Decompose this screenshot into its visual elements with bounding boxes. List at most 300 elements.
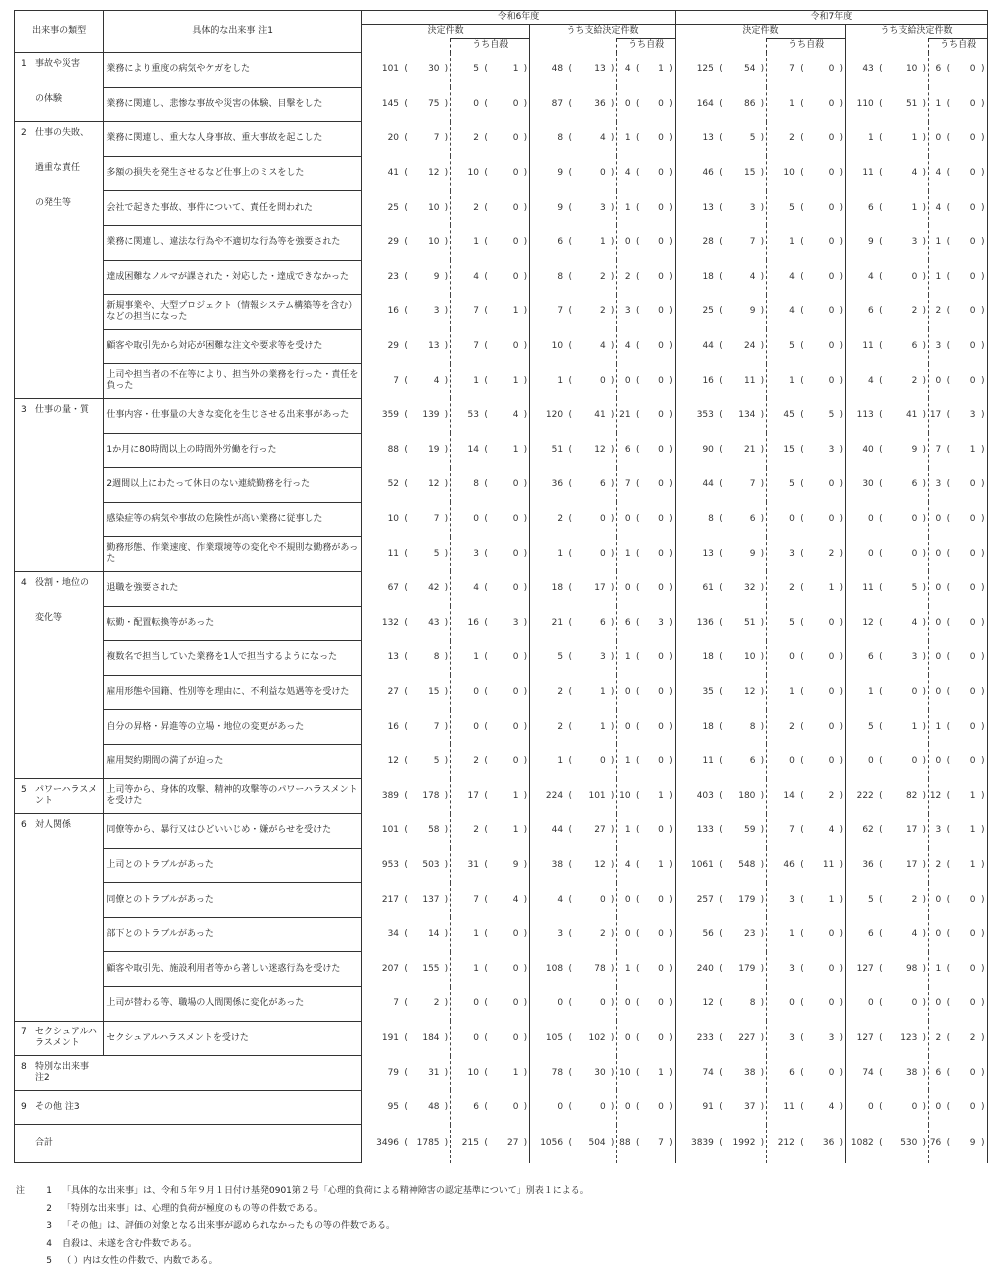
paren-open: ( xyxy=(635,514,640,525)
count-total: 1 xyxy=(530,744,566,779)
count-total: 0 xyxy=(617,1090,634,1125)
event-cell: 業務に関連し、悲惨な事故や災害の体験、目撃をした xyxy=(104,87,362,122)
paren-open: ( xyxy=(404,202,408,213)
paren-open: ( xyxy=(484,1067,488,1078)
count-total: 11 xyxy=(846,571,877,606)
paren-close: ) xyxy=(979,191,988,226)
paren-close: ) xyxy=(444,617,449,628)
event-cell: 同僚とのトラブルがあった xyxy=(104,883,362,918)
count-female: 4 xyxy=(828,825,835,836)
paren-close: ) xyxy=(444,375,449,386)
paren-open: ( xyxy=(635,652,640,663)
count-female: 0 xyxy=(911,756,918,767)
paren-open: ( xyxy=(404,237,408,248)
paren-open: ( xyxy=(484,341,488,352)
paren-open: ( xyxy=(800,859,804,870)
count-female: 48 xyxy=(428,1102,440,1113)
paren-open: ( xyxy=(879,686,883,697)
event-cell: 多額の損失を発生させるなど仕事上のミスをした xyxy=(104,156,362,191)
count-female: 0 xyxy=(969,237,976,248)
paren-close: ) xyxy=(669,98,673,109)
paren-open: ( xyxy=(635,168,640,179)
count-female: 0 xyxy=(969,583,976,594)
count-total: 76 xyxy=(929,1125,945,1163)
paren-open: ( xyxy=(879,1032,883,1043)
paren-close: ) xyxy=(669,548,673,559)
table-row xyxy=(15,571,988,606)
paren-close: ) xyxy=(760,1138,765,1149)
count-female: 0 xyxy=(512,237,519,248)
count-female: 0 xyxy=(911,998,918,1009)
paren-close: ) xyxy=(610,1067,615,1078)
paren-close: ) xyxy=(760,894,765,905)
paren-close: ) xyxy=(979,641,988,676)
count-female: 2 xyxy=(433,998,440,1009)
paren-open: ( xyxy=(635,756,640,767)
paren-open: ( xyxy=(404,859,408,870)
count-female: 0 xyxy=(658,202,664,213)
count-total: 12 xyxy=(675,987,717,1022)
count-total: 222 xyxy=(846,779,877,814)
table-row xyxy=(15,191,988,226)
category-number: 6 xyxy=(21,820,27,831)
count-total: 0 xyxy=(846,1090,877,1125)
paren-open: ( xyxy=(404,271,408,282)
header-category: 出来事の類型 xyxy=(15,11,104,53)
paren-close: ) xyxy=(922,929,927,940)
count-female: 0 xyxy=(828,306,835,317)
count-total: 46 xyxy=(675,156,717,191)
count-total: 1 xyxy=(846,122,877,157)
paren-open: ( xyxy=(879,237,883,248)
paren-open: ( xyxy=(635,1067,640,1078)
count-female: 51 xyxy=(905,98,918,109)
count-female: 9 xyxy=(749,306,756,317)
count-total: 78 xyxy=(530,1056,566,1091)
paren-close: ) xyxy=(922,894,927,905)
paren-close: ) xyxy=(922,98,927,109)
paren-open: ( xyxy=(635,237,640,248)
paren-close: ) xyxy=(669,583,673,594)
paren-close: ) xyxy=(444,341,449,352)
count-female: 0 xyxy=(658,410,664,421)
category-cell xyxy=(15,814,104,1022)
paren-open: ( xyxy=(484,825,488,836)
header-event: 具体的な出来事 注1 xyxy=(104,11,362,53)
paren-close: ) xyxy=(922,756,927,767)
count-total: 3 xyxy=(929,814,945,849)
count-total: 0 xyxy=(451,710,482,745)
footnote-text: 自殺は、未遂を含む件数である。 xyxy=(62,1238,198,1249)
paren-close: ) xyxy=(839,306,843,317)
paren-close: ) xyxy=(610,583,615,594)
paren-close: ) xyxy=(523,894,528,905)
paren-close: ) xyxy=(979,398,988,433)
paren-open: ( xyxy=(568,444,572,455)
event-cell: 業務に関連し、重大な人身事故、重大事故を起こした xyxy=(104,122,362,157)
paren-close: ) xyxy=(523,237,528,248)
paren-open: ( xyxy=(404,1032,408,1043)
count-total: 4 xyxy=(617,329,634,364)
paren-open: ( xyxy=(946,306,951,317)
paren-close: ) xyxy=(523,548,528,559)
count-total: 0 xyxy=(767,502,798,537)
count-total: 3 xyxy=(767,952,798,987)
paren-close: ) xyxy=(760,1067,765,1078)
count-female: 0 xyxy=(828,271,835,282)
count-female: 9 xyxy=(433,271,440,282)
paren-open: ( xyxy=(946,929,951,940)
event-cell: 雇用契約期間の満了が迫った xyxy=(104,744,362,779)
paren-open: ( xyxy=(484,894,488,905)
paren-close: ) xyxy=(979,987,988,1022)
paren-close: ) xyxy=(669,998,673,1009)
paren-close: ) xyxy=(760,963,765,974)
paren-close: ) xyxy=(523,341,528,352)
count-total: 2 xyxy=(530,502,566,537)
count-female: 38 xyxy=(743,1067,756,1078)
count-total: 207 xyxy=(362,952,403,987)
paren-open: ( xyxy=(635,444,640,455)
count-total: 35 xyxy=(675,675,717,710)
count-total: 1 xyxy=(617,122,634,157)
count-total: 10 xyxy=(362,502,403,537)
count-total: 7 xyxy=(530,295,566,330)
paren-open: ( xyxy=(568,859,572,870)
count-total: 40 xyxy=(846,433,877,468)
paren-open: ( xyxy=(484,929,488,940)
paren-open: ( xyxy=(946,963,951,974)
count-female: 43 xyxy=(428,617,440,628)
category-label: 事故や災害 xyxy=(35,59,81,69)
paren-close: ) xyxy=(979,744,988,779)
count-female: 180 xyxy=(738,790,756,801)
count-total: 359 xyxy=(362,398,403,433)
count-female: 6 xyxy=(749,514,756,525)
paren-close: ) xyxy=(610,514,615,525)
event-cell: 1か月に80時間以上の時間外労働を行った xyxy=(104,433,362,468)
count-total: 95 xyxy=(362,1090,403,1125)
event-cell: 顧客や取引先、施設利用者等から著しい迷惑行為を受けた xyxy=(104,952,362,987)
paren-close: ) xyxy=(444,64,449,75)
paren-close: ) xyxy=(839,548,843,559)
paren-open: ( xyxy=(879,894,883,905)
count-female: 13 xyxy=(594,64,606,75)
count-total: 12 xyxy=(362,744,403,779)
count-total: 4 xyxy=(617,848,634,883)
count-female: 1 xyxy=(512,825,519,836)
paren-close: ) xyxy=(922,410,927,421)
count-female: 179 xyxy=(738,963,756,974)
paren-open: ( xyxy=(568,1032,572,1043)
paren-close: ) xyxy=(669,271,673,282)
category-label: パワーハラスメント xyxy=(35,785,98,807)
paren-open: ( xyxy=(800,548,804,559)
paren-close: ) xyxy=(760,410,765,421)
paren-open: ( xyxy=(719,790,723,801)
paren-close: ) xyxy=(839,583,843,594)
category-label: 合計 xyxy=(35,1138,54,1149)
count-female: 0 xyxy=(969,202,976,213)
count-female: 5 xyxy=(911,583,918,594)
paren-close: ) xyxy=(523,271,528,282)
paren-open: ( xyxy=(568,202,572,213)
count-female: 1 xyxy=(911,202,918,213)
paren-open: ( xyxy=(635,825,640,836)
count-total: 7 xyxy=(617,468,634,503)
paren-open: ( xyxy=(568,375,572,386)
category-cell xyxy=(15,398,104,571)
paren-open: ( xyxy=(568,133,572,144)
count-total: 8 xyxy=(451,468,482,503)
paren-open: ( xyxy=(946,652,951,663)
count-female: 1992 xyxy=(732,1138,756,1149)
count-female: 0 xyxy=(658,479,664,490)
paren-open: ( xyxy=(719,1102,723,1113)
count-female: 2 xyxy=(911,375,918,386)
count-total: 110 xyxy=(846,87,877,122)
paren-open: ( xyxy=(404,825,408,836)
paren-close: ) xyxy=(760,1102,765,1113)
count-total: 0 xyxy=(451,675,482,710)
count-total: 108 xyxy=(530,952,566,987)
paren-open: ( xyxy=(800,410,804,421)
paren-open: ( xyxy=(719,1032,723,1043)
count-total: 120 xyxy=(530,398,566,433)
paren-close: ) xyxy=(610,237,615,248)
paren-open: ( xyxy=(484,98,488,109)
count-female: 12 xyxy=(594,444,606,455)
count-female: 1 xyxy=(969,859,976,870)
paren-close: ) xyxy=(523,306,528,317)
count-female: 0 xyxy=(658,686,664,697)
paren-open: ( xyxy=(635,963,640,974)
count-total: 1 xyxy=(451,917,482,952)
count-female: 1785 xyxy=(416,1138,440,1149)
footnote-mark xyxy=(16,1201,36,1219)
count-female: 0 xyxy=(512,756,519,767)
paren-close: ) xyxy=(444,168,449,179)
paren-close: ) xyxy=(760,479,765,490)
count-total: 1 xyxy=(929,710,945,745)
count-female: 1 xyxy=(512,375,519,386)
count-total: 3 xyxy=(451,537,482,572)
count-total: 3 xyxy=(929,329,945,364)
paren-open: ( xyxy=(635,686,640,697)
paren-open: ( xyxy=(946,444,951,455)
paren-open: ( xyxy=(484,375,488,386)
count-total: 0 xyxy=(530,987,566,1022)
paren-close: ) xyxy=(444,202,449,213)
paren-close: ) xyxy=(523,1102,528,1113)
count-total: 0 xyxy=(451,502,482,537)
count-total: 53 xyxy=(451,398,482,433)
count-total: 2 xyxy=(767,122,798,157)
table-row xyxy=(15,53,988,88)
paren-open: ( xyxy=(719,237,723,248)
paren-close: ) xyxy=(523,64,528,75)
table-row xyxy=(15,1056,988,1091)
paren-open: ( xyxy=(719,825,723,836)
count-total: 13 xyxy=(675,122,717,157)
paren-close: ) xyxy=(444,583,449,594)
paren-open: ( xyxy=(719,617,723,628)
count-female: 504 xyxy=(588,1138,606,1149)
count-female: 86 xyxy=(743,98,756,109)
footnote-number: 3 xyxy=(46,1221,52,1231)
paren-close: ) xyxy=(669,375,673,386)
table-row xyxy=(15,398,988,433)
category-cell xyxy=(15,1125,362,1163)
paren-open: ( xyxy=(719,686,723,697)
count-total: 28 xyxy=(675,225,717,260)
count-total: 1 xyxy=(617,744,634,779)
paren-close: ) xyxy=(979,675,988,710)
paren-close: ) xyxy=(523,929,528,940)
paren-open: ( xyxy=(879,617,883,628)
count-female: 139 xyxy=(422,410,440,421)
paren-close: ) xyxy=(922,133,927,144)
paren-open: ( xyxy=(719,479,723,490)
paren-close: ) xyxy=(760,306,765,317)
paren-close: ) xyxy=(610,306,615,317)
paren-close: ) xyxy=(839,133,843,144)
count-female: 9 xyxy=(911,444,918,455)
count-female: 1 xyxy=(911,133,918,144)
paren-open: ( xyxy=(879,64,883,75)
paren-open: ( xyxy=(568,894,572,905)
count-female: 101 xyxy=(588,790,606,801)
paren-close: ) xyxy=(610,1138,615,1149)
footnote-mark: 注 xyxy=(16,1186,26,1196)
paren-close: ) xyxy=(979,87,988,122)
paren-close: ) xyxy=(922,859,927,870)
count-female: 0 xyxy=(969,64,976,75)
footnote-item xyxy=(16,1201,986,1219)
count-total: 2 xyxy=(617,260,634,295)
count-total: 0 xyxy=(617,1021,634,1056)
paren-open: ( xyxy=(946,894,951,905)
count-total: 13 xyxy=(362,641,403,676)
paren-open: ( xyxy=(484,963,488,974)
paren-close: ) xyxy=(669,1032,673,1043)
paren-close: ) xyxy=(760,444,765,455)
count-total: 0 xyxy=(846,987,877,1022)
count-total: 18 xyxy=(675,710,717,745)
count-female: 0 xyxy=(658,514,664,525)
paren-close: ) xyxy=(922,341,927,352)
table-row xyxy=(15,848,988,883)
paren-open: ( xyxy=(800,133,804,144)
count-female: 0 xyxy=(828,963,835,974)
paren-open: ( xyxy=(568,98,572,109)
event-cell: 自分の昇格・昇進等の立場・地位の変更があった xyxy=(104,710,362,745)
count-female: 2 xyxy=(599,271,606,282)
footnote-text: （ ）内は女性の件数で、内数である。 xyxy=(62,1256,218,1266)
paren-open: ( xyxy=(946,617,951,628)
count-female: 0 xyxy=(828,686,835,697)
paren-open: ( xyxy=(484,64,488,75)
paren-open: ( xyxy=(484,202,488,213)
paren-open: ( xyxy=(879,133,883,144)
paren-close: ) xyxy=(760,341,765,352)
table-row xyxy=(15,433,988,468)
paren-close: ) xyxy=(839,1138,843,1149)
paren-open: ( xyxy=(800,479,804,490)
paren-open: ( xyxy=(879,341,883,352)
paren-open: ( xyxy=(484,548,488,559)
paren-close: ) xyxy=(523,583,528,594)
paren-open: ( xyxy=(800,583,804,594)
paren-open: ( xyxy=(635,306,640,317)
count-female: 4 xyxy=(749,271,756,282)
paren-close: ) xyxy=(669,721,673,732)
count-female: 0 xyxy=(658,756,664,767)
paren-open: ( xyxy=(635,859,640,870)
paren-close: ) xyxy=(610,133,615,144)
paren-close: ) xyxy=(523,790,528,801)
paren-close: ) xyxy=(610,479,615,490)
paren-open: ( xyxy=(404,98,408,109)
paren-close: ) xyxy=(610,721,615,732)
paren-close: ) xyxy=(669,929,673,940)
count-total: 18 xyxy=(530,571,566,606)
count-total: 2 xyxy=(767,571,798,606)
paren-close: ) xyxy=(669,237,673,248)
count-female: 1 xyxy=(828,894,835,905)
paren-close: ) xyxy=(523,98,528,109)
paren-close: ) xyxy=(922,998,927,1009)
paren-close: ) xyxy=(979,1125,988,1163)
paren-close: ) xyxy=(760,98,765,109)
paren-open: ( xyxy=(484,686,488,697)
paren-open: ( xyxy=(879,1067,883,1078)
count-total: 25 xyxy=(362,191,403,226)
count-female: 0 xyxy=(658,375,664,386)
paren-close: ) xyxy=(444,790,449,801)
count-total: 17 xyxy=(929,398,945,433)
paren-open: ( xyxy=(568,1138,572,1149)
paren-close: ) xyxy=(523,1032,528,1043)
count-total: 2 xyxy=(451,744,482,779)
count-female: 0 xyxy=(658,237,664,248)
header-approved-r6: うち支給決定件数 xyxy=(530,25,676,39)
count-female: 5 xyxy=(433,548,440,559)
paren-open: ( xyxy=(568,1102,572,1113)
table-row xyxy=(15,1090,988,1125)
count-female: 0 xyxy=(969,306,976,317)
paren-close: ) xyxy=(444,514,449,525)
count-female: 0 xyxy=(658,1032,664,1043)
paren-close: ) xyxy=(760,168,765,179)
paren-close: ) xyxy=(839,652,843,663)
count-total: 6 xyxy=(846,917,877,952)
paren-close: ) xyxy=(444,444,449,455)
paren-close: ) xyxy=(922,306,927,317)
paren-close: ) xyxy=(922,202,927,213)
count-total: 36 xyxy=(530,468,566,503)
count-female: 0 xyxy=(969,375,976,386)
count-female: 42 xyxy=(428,583,440,594)
count-female: 137 xyxy=(422,894,440,905)
paren-close: ) xyxy=(839,514,843,525)
count-female: 3 xyxy=(599,652,606,663)
table-row xyxy=(15,87,988,122)
paren-open: ( xyxy=(946,583,951,594)
count-female: 1 xyxy=(658,64,664,75)
table-row xyxy=(15,468,988,503)
category-number: 7 xyxy=(21,1027,27,1038)
